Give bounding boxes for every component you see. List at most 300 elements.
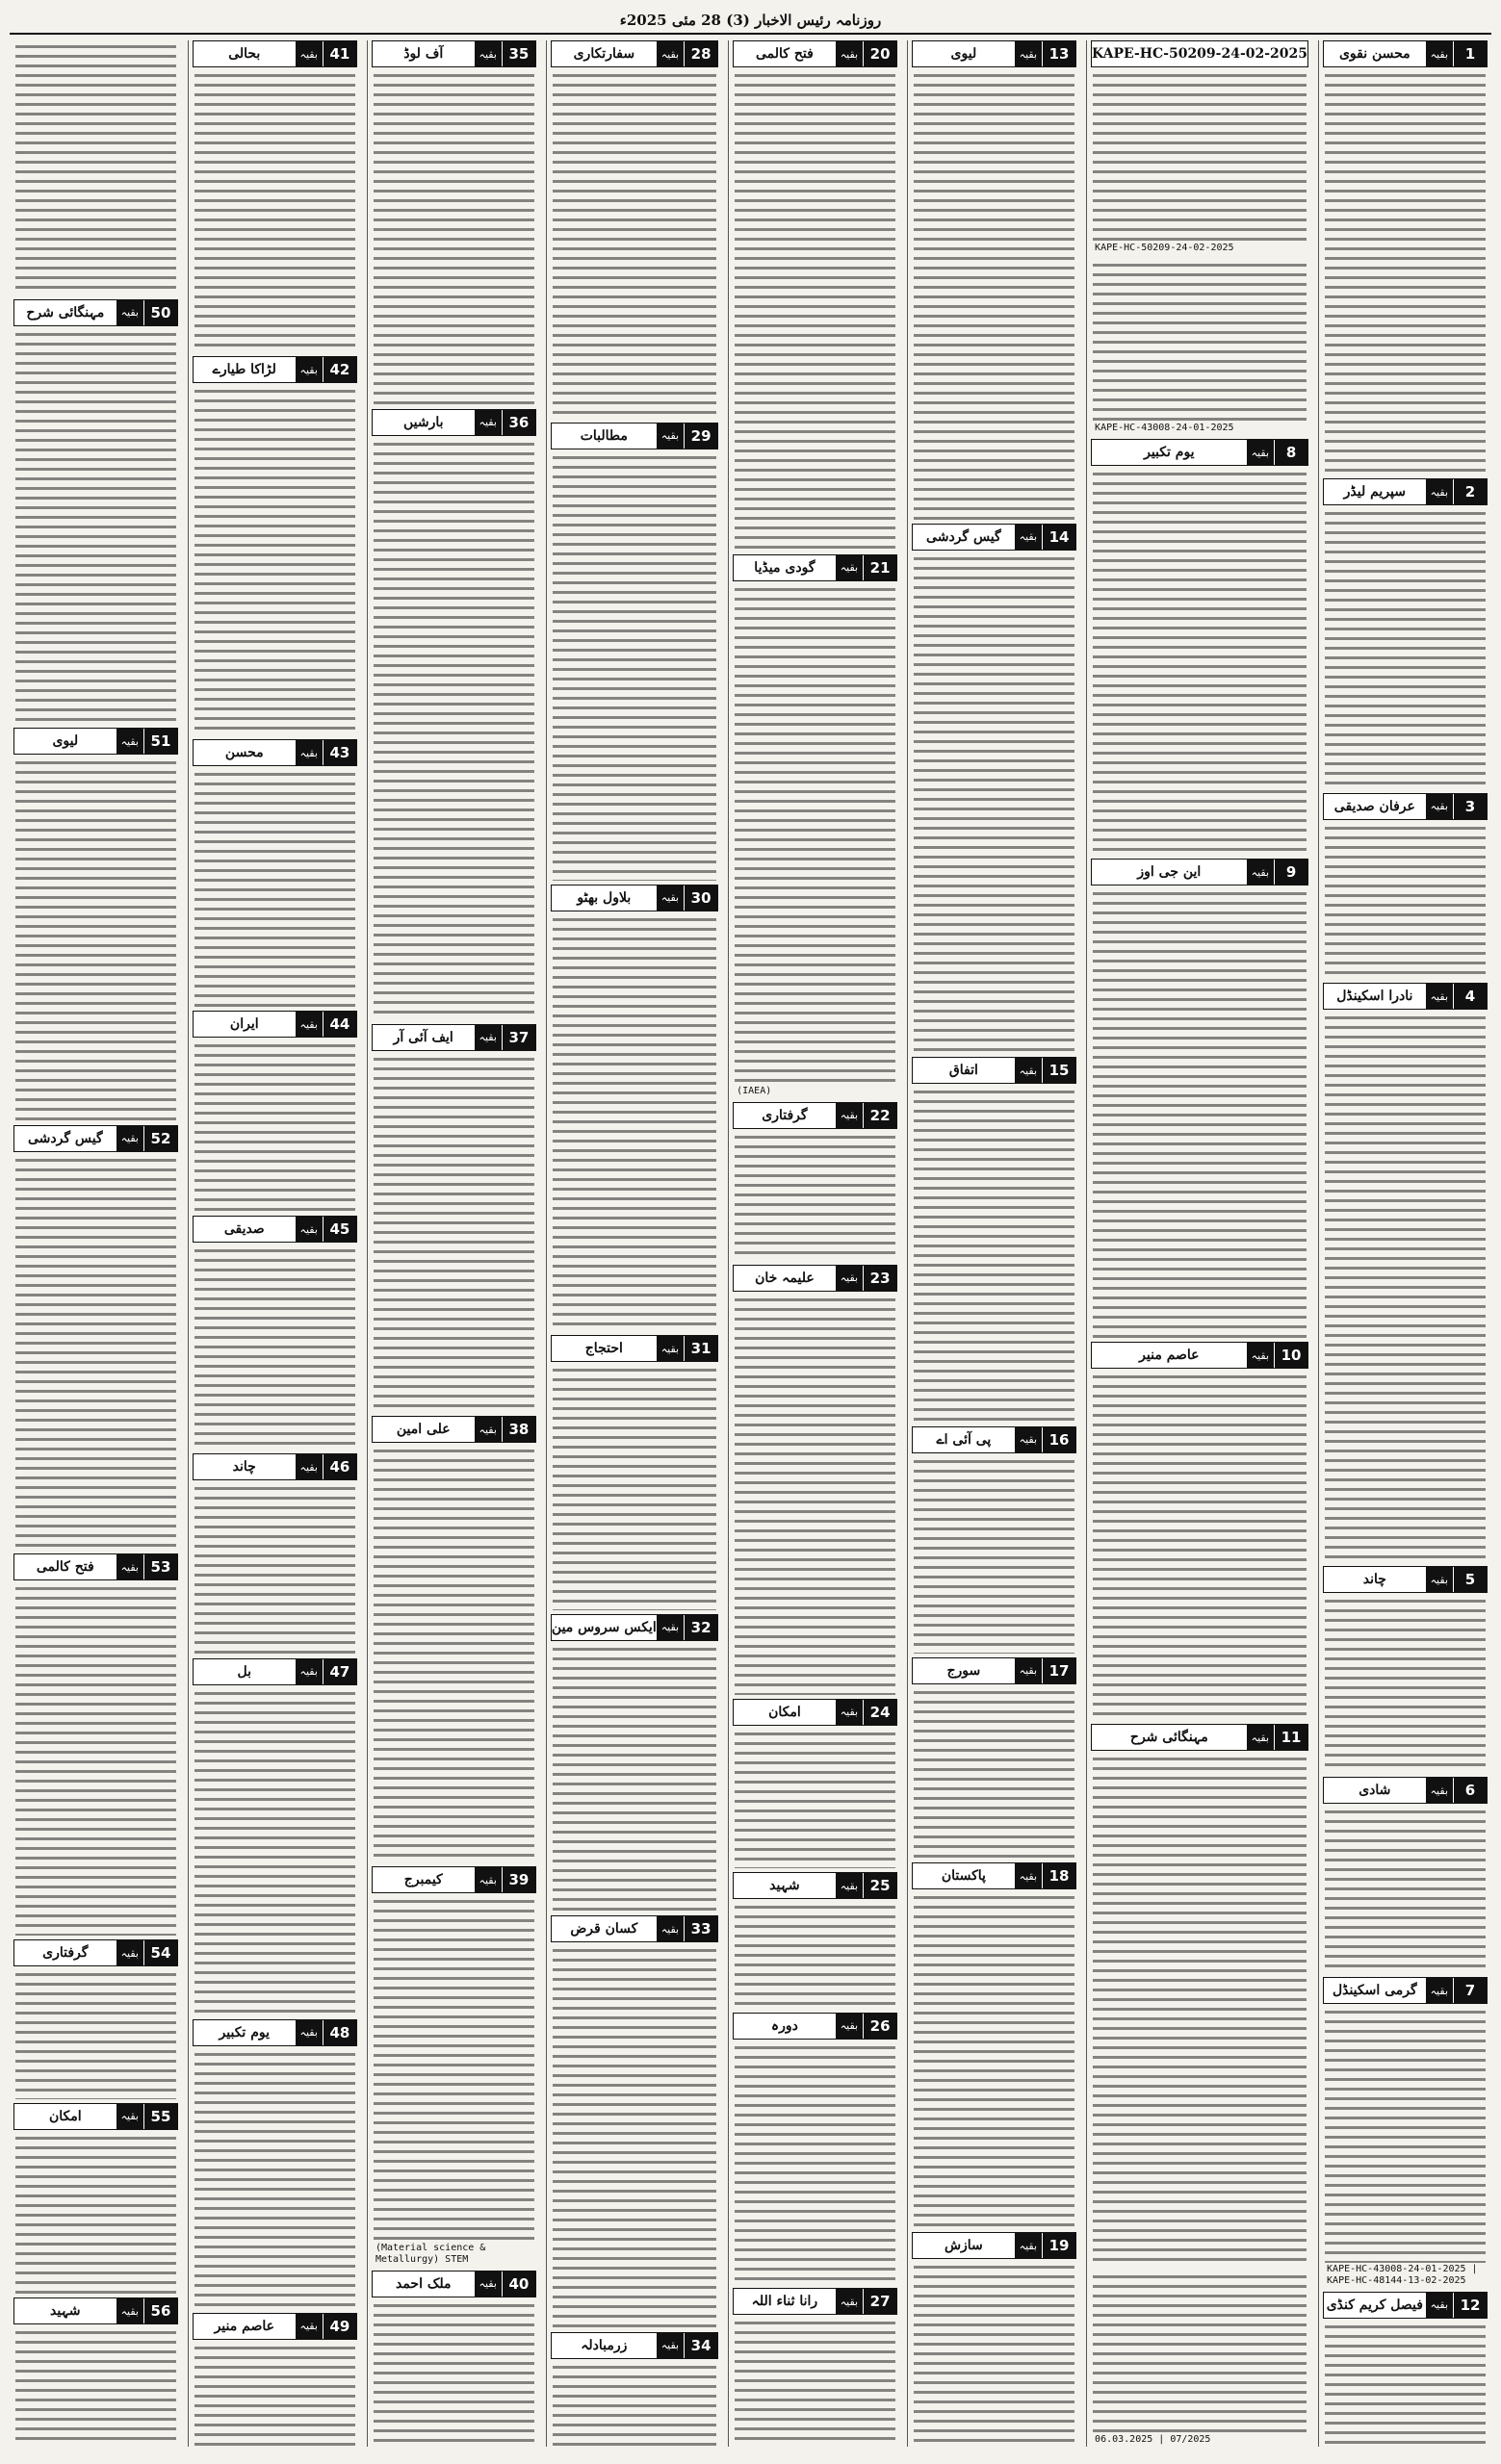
story-heading-bar [912,524,1076,551]
story-number: 8 [1275,440,1307,465]
story-title: احتجاج [584,1341,623,1357]
continued-tag: بقیہ [475,410,503,435]
continued-tag: بقیہ [836,1103,864,1128]
story-title: گرمی اسکینڈل [1332,1983,1417,1999]
news-story [1323,1777,1488,1973]
story-body-text [1093,1371,1307,1720]
continued-tag: بقیہ [836,1266,864,1291]
story-body-text [1325,507,1486,788]
story-body-text [1093,468,1307,855]
continued-tag: بقیہ [1247,440,1275,465]
story-title: بل [237,1663,252,1680]
story-title: یوم تکبیر [1144,445,1195,461]
story-number: 32 [685,1615,717,1640]
story-body-text [914,1086,1074,1423]
story-heading-bar [551,423,718,449]
story-number: 18 [1043,1863,1075,1888]
news-story [733,40,897,551]
news-story [733,2288,897,2447]
story-number: 42 [323,357,356,382]
story-body-text [1325,1806,1486,1973]
continued-tag: بقیہ [296,1217,323,1242]
story-title: فتح کالمی [36,1559,94,1576]
story-number: 49 [323,2314,356,2339]
continued-tag: بقیہ [1015,1427,1043,1452]
story-body-text [1325,2321,1486,2447]
story-body-text [735,2317,895,2447]
column-1 [1318,40,1491,2447]
column-6 [367,40,540,2447]
story-title: محسن [224,745,264,761]
column-4 [728,40,901,2447]
story-number: 38 [503,1417,535,1442]
story-heading-bar [193,739,357,766]
continued-tag: بقیہ [296,2314,323,2339]
story-body-text [374,1445,534,1862]
story-reference-code: KAPE-HC-43008-24-01-2025 [1093,422,1307,435]
story-heading-bar [13,1553,178,1580]
story-number: 2 [1454,479,1487,504]
story-title: این جی اوز [1137,864,1202,881]
story-body-text [553,913,716,1331]
story-body-text [15,1582,176,1936]
story-number: 21 [864,555,896,580]
news-story [1323,478,1488,788]
story-title: لیوی [950,46,977,62]
story-heading-bar [733,1872,897,1899]
story-number: 46 [323,1454,356,1479]
story-heading-bar [912,2232,1076,2259]
story-heading-bar [733,1265,897,1292]
story-body-text [914,1891,1074,2228]
story-title: چاند [232,1459,256,1476]
story-title: چاند [1362,1572,1386,1588]
story-number: 41 [323,41,356,66]
story-number: 34 [685,2333,717,2358]
continued-tag: بقیہ [836,555,864,580]
news-story [13,1553,178,1936]
news-story [551,1335,718,1610]
story-reference-code: (Material science & Metallurgy) STEM [374,2242,534,2267]
column-2 [1086,40,1312,2447]
story-title: گرفتاری [762,1107,808,1123]
story-heading-bar [551,1915,718,1942]
news-story [1091,40,1308,255]
continued-tag: بقیہ [116,1126,144,1151]
news-story [733,1265,897,1695]
continued-tag: بقیہ [1247,860,1275,885]
news-story [1323,2292,1488,2447]
story-title: گیس گردشی [926,528,1001,545]
news-story [912,1426,1076,1654]
story-body-text [914,1686,1074,1860]
news-story [551,885,718,1331]
story-body-text [1325,69,1486,475]
story-title: شادی [1359,1783,1391,1799]
story-body-text [374,2299,534,2447]
story-body-text [735,2041,895,2285]
news-story [912,2232,1076,2447]
story-number: 48 [323,2020,356,2045]
news-story [13,728,178,1120]
story-number: 19 [1043,2233,1075,2258]
story-body-text [194,1040,355,1212]
story-heading-bar [912,1426,1076,1453]
news-story [733,1699,897,1869]
story-heading-bar [193,1658,357,1685]
continued-tag: بقیہ [1426,984,1454,1009]
story-number: 14 [1043,525,1075,550]
news-story [193,1216,357,1450]
story-number: 36 [503,410,535,435]
news-story [1091,259,1308,435]
story-number: 13 [1043,41,1075,66]
news-story [733,2013,897,2285]
story-body-text [1325,2006,1486,2287]
story-body-text [1325,822,1486,979]
story-heading-bar [733,554,897,581]
story-number: 24 [864,1700,896,1725]
story-number: 23 [864,1266,896,1291]
story-number: 45 [323,1217,356,1242]
news-story [551,1614,718,1912]
story-title: علی امین [396,1422,451,1438]
news-story [912,1862,1076,2228]
story-title: نادرا اسکینڈل [1336,988,1413,1005]
news-story [912,1657,1076,1860]
story-number: 56 [144,2298,177,2323]
news-story [551,40,718,419]
news-story [193,2313,357,2447]
story-heading-bar [13,2297,178,2324]
continued-tag: بقیہ [836,41,864,66]
story-number: 20 [864,41,896,66]
story-body-text [1325,1595,1486,1773]
story-number: 4 [1454,984,1487,1009]
story-body-text [194,2048,355,2309]
news-story [1323,983,1488,1562]
story-number: 47 [323,1659,356,1684]
story-number: 39 [503,1867,535,1892]
continued-tag: بقیہ [475,41,503,66]
story-reference-code: (IAEA) [735,1085,895,1098]
story-title: دورہ [770,2017,798,2034]
story-body-text [194,1482,355,1655]
continued-tag: بقیہ [836,1873,864,1898]
story-body-text [15,1154,176,1550]
news-story [372,2271,536,2447]
story-title: پی آئی اے [936,1431,992,1448]
story-title: سفارتکاری [573,46,635,62]
story-title: گرفتاری [42,1945,89,1962]
news-story [372,1866,536,2266]
continued-tag: بقیہ [657,886,685,911]
story-heading-bar [1091,439,1308,466]
story-heading-bar [551,1335,718,1362]
story-heading-bar [372,1866,536,1893]
continued-tag: بقیہ [296,740,323,765]
story-body-text [553,451,716,881]
continued-tag: بقیہ [657,2333,685,2358]
story-heading-bar [13,299,178,326]
story-title: KAPE-HC-50209-24-02-2025 [1092,46,1308,62]
story-heading-bar [733,1699,897,1726]
continued-tag: بقیہ [296,1659,323,1684]
news-story [551,423,718,881]
continued-tag: بقیہ [116,729,144,754]
story-heading-bar [193,1216,357,1243]
story-number: 3 [1454,794,1487,819]
news-story [1091,2271,1308,2447]
story-heading-bar [733,2288,897,2315]
news-story [1091,859,1308,1338]
story-heading-bar [1091,1724,1308,1751]
story-body-text [15,757,176,1120]
story-title: کیمبرج [403,1872,443,1888]
story-body-text [194,1245,355,1450]
story-number: 10 [1275,1343,1307,1368]
story-title: ایران [229,1016,259,1033]
story-body-text [735,1294,895,1695]
continued-tag: بقیہ [1426,41,1454,66]
story-body-text [735,583,895,1098]
story-heading-bar [372,1416,536,1443]
story-number: 40 [503,2272,535,2297]
news-story [733,1872,897,2008]
story-body-text [735,1131,895,1261]
story-heading-bar [551,1614,718,1641]
story-number: 17 [1043,1658,1075,1683]
story-title: ایف آئی آر [393,1029,453,1045]
story-number: 54 [144,1940,177,1965]
story-title: آف لوڈ [403,46,444,62]
news-story [372,1024,536,1412]
story-title: محسن نقوی [1338,46,1410,62]
story-title: زرمبادلہ [581,2337,628,2353]
story-body-text [735,1901,895,2008]
news-story [912,524,1076,1053]
story-heading-bar [372,1024,536,1051]
story-heading-bar [1323,793,1488,820]
story-body-text [553,1364,716,1610]
story-number: 44 [323,1012,356,1037]
news-story [1323,1566,1488,1773]
story-title: امکان [768,1704,801,1720]
story-number: 28 [685,41,717,66]
story-body-text [194,768,355,1007]
continued-tag: بقیہ [1015,1863,1043,1888]
story-body-text [194,385,355,735]
continued-tag: بقیہ [116,1940,144,1965]
story-heading-bar [733,40,897,67]
news-story [13,1939,178,2099]
story-heading-bar [551,885,718,911]
story-body-text [1093,2271,1307,2447]
continued-tag: بقیہ [116,1554,144,1579]
story-body-text [15,40,176,295]
continued-tag: بقیہ [657,1916,685,1941]
story-title: سورج [946,1662,981,1679]
story-number: 52 [144,1126,177,1151]
story-number: 15 [1043,1058,1075,1083]
story-body-text [15,2132,176,2295]
story-number: 16 [1043,1427,1075,1452]
story-body-text [553,1944,716,2328]
column-3 [907,40,1080,2447]
news-story [13,2297,178,2447]
news-story [912,40,1076,520]
news-story [193,739,357,1007]
columns-grid [10,40,1491,2447]
story-heading-bar [912,1057,1076,1084]
story-body-text [15,2326,176,2447]
column-8 [10,40,182,2447]
story-body-text [553,2361,716,2447]
continued-tag: بقیہ [1015,2233,1043,2258]
continued-tag: بقیہ [116,300,144,325]
story-title: یوم تکبیر [219,2024,270,2040]
story-heading-bar [733,2013,897,2040]
story-heading-bar [733,1102,897,1129]
continued-tag: بقیہ [1015,1058,1043,1083]
story-title: عاصم منیر [214,2318,274,2334]
story-title: شہید [769,1878,800,1894]
story-title: علیمہ خان [755,1270,815,1286]
story-reference-code: KAPE-HC-50209-24-02-2025 [1093,242,1307,255]
news-story [193,2019,357,2309]
story-body-text [914,552,1074,1053]
story-heading-bar [1323,983,1488,1010]
story-title: گودی میڈیا [754,559,815,576]
story-heading-bar [13,1939,178,1966]
story-title: بارشیں [402,414,444,430]
news-story [1323,1977,1488,2287]
story-number: 35 [503,41,535,66]
news-story [13,40,178,295]
story-heading-bar [1323,478,1488,505]
continued-tag: بقیہ [1015,525,1043,550]
continued-tag: بقیہ [1426,1567,1454,1592]
story-heading-bar [912,40,1076,67]
continued-tag: بقیہ [475,2272,503,2297]
story-heading-bar [193,1011,357,1038]
story-heading-bar [1091,859,1308,886]
story-number: 22 [864,1103,896,1128]
continued-tag: بقیہ [836,2289,864,2314]
story-heading-bar [1323,40,1488,67]
news-story [733,554,897,1098]
story-title: صدیقی [223,1221,265,1238]
story-number: 53 [144,1554,177,1579]
story-number: 6 [1454,1778,1487,1803]
story-body-text [374,1053,534,1412]
continued-tag: بقیہ [475,1417,503,1442]
continued-tag: بقیہ [296,2020,323,2045]
page-title: روزنامہ رئیس الاخبار (3) 28 مئی 2025ء [619,12,882,29]
story-title: لڑاکا طیارے [212,362,276,378]
story-body-text [735,69,895,551]
story-number: 7 [1454,1978,1487,2003]
story-title: ایکس سروس مین [551,1619,657,1635]
story-number: 9 [1275,860,1307,885]
story-number: 43 [323,740,356,765]
story-heading-bar [13,728,178,755]
story-heading-bar [1091,1342,1308,1369]
story-number: 25 [864,1873,896,1898]
continued-tag: بقیہ [296,1012,323,1037]
continued-tag: بقیہ [1426,1978,1454,2003]
story-body-text [1093,1753,1307,2266]
continued-tag: بقیہ [836,1700,864,1725]
story-number: 50 [144,300,177,325]
story-body-text [15,328,176,724]
continued-tag: بقیہ [1247,1343,1275,1368]
story-body-text [1093,69,1307,255]
story-reference-code: KAPE-HC-43008-24-01-2025 | KAPE-HC-48144-13-02-2025 [1325,2263,1486,2288]
story-title: فیصل کریم کنڈی [1326,2297,1423,2313]
story-heading-bar [13,2103,178,2130]
story-heading-bar [551,2332,718,2359]
continued-tag: بقیہ [1426,794,1454,819]
story-heading-bar [193,2019,357,2046]
story-body-text [194,69,355,352]
story-heading-bar [193,2313,357,2340]
story-title: مطالبات [580,427,628,444]
story-number: 30 [685,886,717,911]
story-heading-bar [1091,40,1308,67]
story-number: 29 [685,424,717,449]
continued-tag: بقیہ [116,2298,144,2323]
story-body-text [374,69,534,405]
continued-tag: بقیہ [657,1615,685,1640]
news-story [1091,439,1308,855]
story-heading-bar [372,2271,536,2297]
news-story [372,40,536,405]
story-heading-bar [1323,2292,1488,2319]
story-number: 51 [144,729,177,754]
continued-tag: بقیہ [1015,1658,1043,1683]
story-heading-bar [1323,1566,1488,1593]
story-number: 27 [864,2289,896,2314]
continued-tag: بقیہ [1426,479,1454,504]
story-number: 1 [1454,41,1487,66]
story-title: فتح کالمی [756,46,814,62]
story-title: عرفان صدیقی [1333,798,1415,814]
news-story [1091,1342,1308,1720]
news-story [13,299,178,724]
story-title: ملک احمد [395,2275,452,2292]
story-title: لیوی [52,733,79,750]
story-heading-bar [193,356,357,383]
story-body-text [15,1968,176,2099]
story-title: مہنگائی شرح [26,304,105,321]
story-reference-code: 06.03.2025 | 07/2025 [1093,2433,1307,2447]
story-title: بلاول بھٹو [577,889,632,906]
news-story [193,356,357,735]
news-story [193,40,357,352]
story-title: اتفاق [948,1063,978,1079]
story-number: 26 [864,2014,896,2039]
continued-tag: بقیہ [475,1025,503,1050]
story-heading-bar [193,1453,357,1480]
story-body-text [374,438,534,1020]
story-body-text [1093,259,1307,435]
story-title: پاکستان [941,1868,986,1885]
news-story [733,1102,897,1261]
continued-tag: بقیہ [1426,1778,1454,1803]
news-story [193,1453,357,1655]
news-story [372,1416,536,1862]
